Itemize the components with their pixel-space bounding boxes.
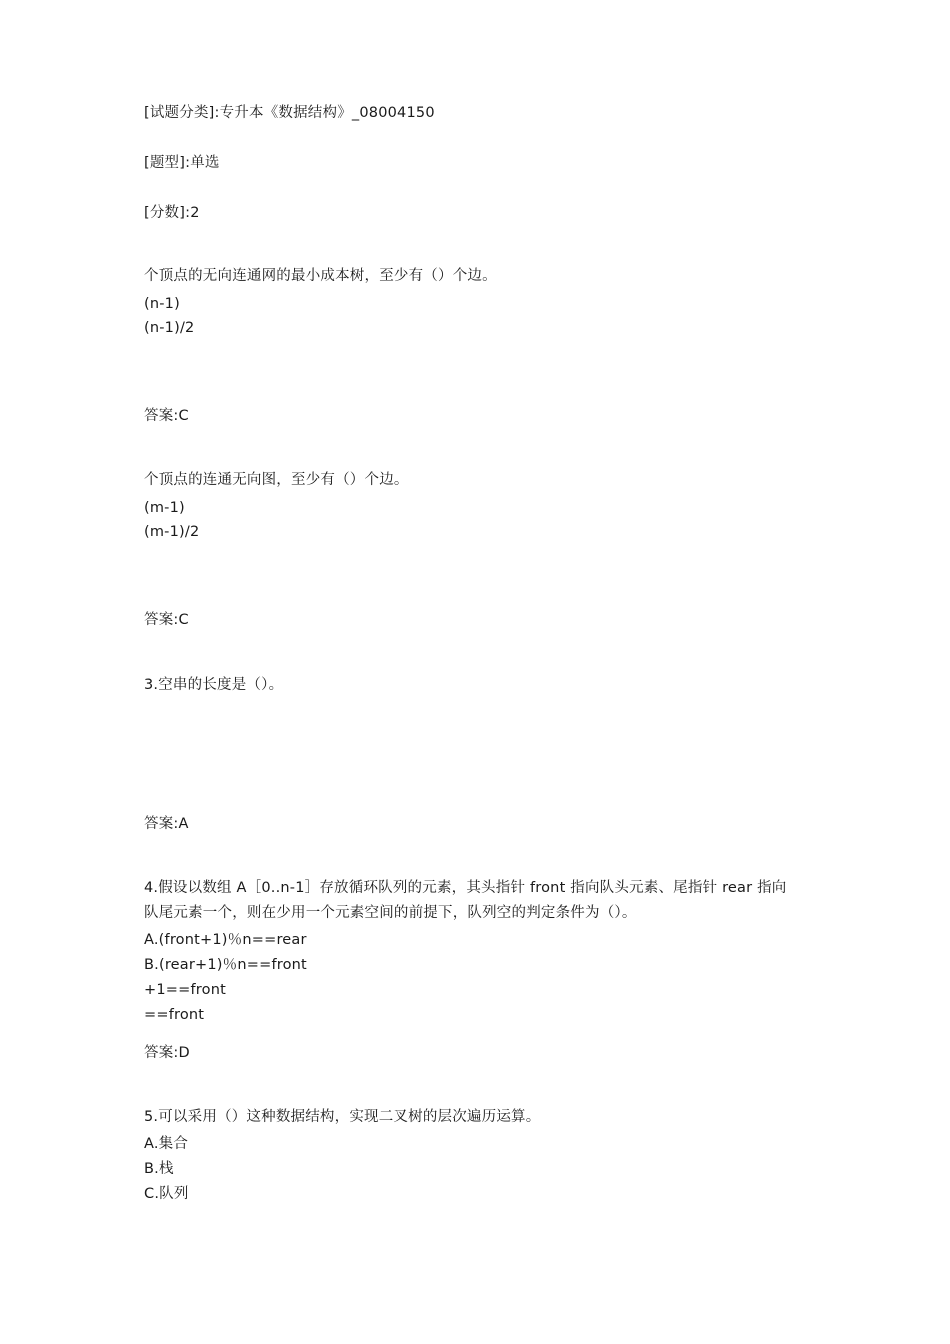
question-2-option: (m-1) <box>144 500 185 516</box>
question-1-stem: 个顶点的无向连通网的最小成本树，至少有（）个边。 <box>144 268 497 284</box>
question-4-answer: 答案:D <box>144 1045 190 1061</box>
question-3-answer: 答案:A <box>144 816 189 832</box>
question-5-option: C.队列 <box>144 1186 189 1202</box>
question-2-option: (m-1)/2 <box>144 524 200 540</box>
question-5-option: B.栈 <box>144 1161 174 1177</box>
question-4-option: B.(rear+1)％n==front <box>144 957 307 973</box>
question-score: [分数]:2 <box>144 205 200 221</box>
question-3-stem: 3.空串的长度是（）。 <box>144 677 284 693</box>
question-4-option: A.(front+1)％n==rear <box>144 932 307 948</box>
question-1-answer: 答案:C <box>144 408 189 424</box>
question-5-option: A.集合 <box>144 1136 189 1152</box>
question-4-stem-line-1: 4.假设以数组 A［0..n-1］存放循环队列的元素，其头指针 front 指向队头元素、尾指针 rear 指向 <box>144 880 787 896</box>
question-4-stem-line-2: 队尾元素一个，则在少用一个元素空间的前提下，队列空的判定条件为（）。 <box>144 905 637 921</box>
question-4-option: ==front <box>144 1007 205 1023</box>
question-category: [试题分类]:专升本《数据结构》_08004150 <box>144 105 435 121</box>
question-1-option: (n-1) <box>144 296 180 312</box>
question-5-stem: 5.可以采用（）这种数据结构，实现二叉树的层次遍历运算。 <box>144 1109 541 1125</box>
question-1-option: (n-1)/2 <box>144 320 195 336</box>
question-type: [题型]:单选 <box>144 155 220 171</box>
question-2-answer: 答案:C <box>144 612 189 628</box>
question-2-stem: 个顶点的连通无向图，至少有（）个边。 <box>144 472 409 488</box>
question-4-option: +1==front <box>144 982 226 998</box>
